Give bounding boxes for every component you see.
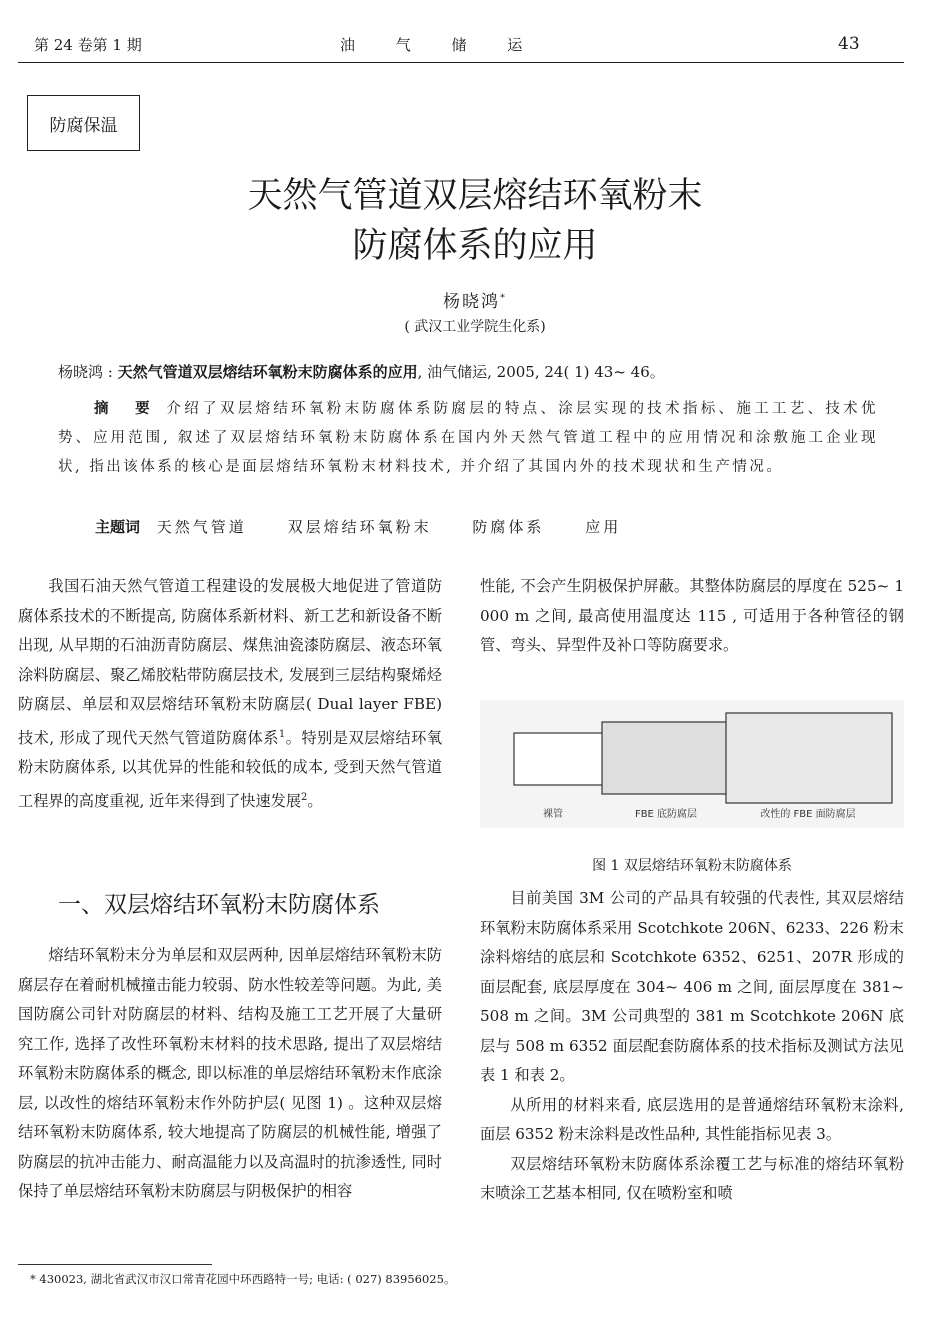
keyword-item: 天然气管道 <box>156 518 247 536</box>
body-paragraph: 从所用的材料来看, 底层选用的是普通熔结环氧粉末涂料, 面层 6352 粉末涂料是改性品种, 其性能指标见表 3。 <box>480 1095 904 1143</box>
keywords <box>95 516 657 537</box>
abstract-text: 介绍了双层熔结环氧粉末防腐体系防腐层的特点、涂层实现的技术指标、施工工艺、技术优势、应用范围, 叙述了双层熔结环氧粉末防腐体系在国内外天然气管道工程中的应用情况和涂敷施工企业现状, 指出该体系的核心是面层熔结环氧粉末材料技术, 并介绍了其国内外的技术现状和生产情况。 <box>58 401 878 475</box>
keyword-item: 应用 <box>585 518 622 536</box>
citation-line <box>58 361 665 382</box>
reference-mark: 2 <box>301 791 308 803</box>
author-name: 杨晓鸿 <box>443 292 500 312</box>
bare-pipe-shape <box>514 733 608 785</box>
coating-layers-diagram <box>480 700 904 828</box>
body-paragraph: 双层熔结环氧粉末防腐体系涂覆工艺与标准的熔结环氧粉末喷涂工艺基本相同, 仅在喷粉室和喷 <box>480 1154 904 1202</box>
affiliation: ( 武汉工业学院生化系) <box>404 319 546 335</box>
left-column-body <box>18 941 442 1207</box>
header-rule <box>18 62 904 63</box>
section-heading: 一、双层熔结环氧粉末防腐体系 <box>58 892 380 918</box>
author <box>0 287 950 312</box>
footnote: * 430023, 湖北省武汉市汉口常青花园中环西路特一号; 电话: ( 027) 83956025。 <box>30 1272 456 1286</box>
right-column-body <box>480 884 904 1209</box>
top-layer-shape <box>726 713 892 803</box>
running-header-issue: 第 24 卷第 1 期 <box>34 36 142 54</box>
abstract <box>58 395 878 482</box>
figure-caption: 图 1 双层熔结环氧粉末防腐体系 <box>592 858 792 874</box>
abstract-label: 摘 要 <box>94 401 161 417</box>
citation-author: 杨晓鸿 : <box>58 363 118 381</box>
body-paragraph <box>18 572 442 816</box>
keyword-item: 双层熔结环氧粉末 <box>287 518 432 536</box>
author-footnote-mark: * <box>500 292 507 304</box>
keywords-label: 主题词 <box>95 518 141 536</box>
page-number: 43 <box>838 34 860 54</box>
label-top-layer: 改性的 FBE 面防腐层 <box>760 809 856 820</box>
body-text: 。特别是双层熔结环氧粉末防腐体系, 以其优异的性能和较低的成本, 受到天然气管道工程界的高度重视, 近年来得到了快速发展 <box>18 728 443 810</box>
body-paragraph: 性能, 不会产生阴极保护屏蔽。其整体防腐层的厚度在 525~ 1 000 m 之间, 最高使用温度达 115 , 可适用于各种管径的钢管、弯头、异型件及补口等防腐要求。 <box>480 577 904 654</box>
citation-source: , 油气储运, 2005, 24( 1) 43~ 46。 <box>417 363 665 381</box>
body-paragraph: 熔结环氧粉末分为单层和双层两种, 因单层熔结环氧粉末防腐层存在着耐机械撞击能力较弱、防水性较差等问题。为此, 美国防腐公司针对防腐层的材料、结构及施工工艺开展了大量研究工作, 选择了改性环氧粉末材料的技术思路, 提出了双层熔结环氧粉末防腐体系的概念, 即以标准的单层熔结环氧粉末作底涂层, 以改性的熔结环氧粉末作外防护层( 见图 1) 。这种双层熔结环氧粉末防腐体系, 较大地提高了防腐层的机械性能, 增强了防腐层的抗冲击能力、耐高温能力以及高温时的抗渗透性, 同时保持了单层熔结环氧粉末防腐层与阴极保护的相容 <box>18 946 442 1200</box>
keyword-item: 防腐体系 <box>472 518 545 536</box>
base-layer-shape <box>602 722 730 794</box>
citation-title: 天然气管道双层熔结环氧粉末防腐体系的应用 <box>117 363 418 381</box>
section-tag: 防腐保温 <box>27 95 140 151</box>
footnote-rule <box>18 1264 212 1265</box>
left-column-intro <box>18 572 442 816</box>
figure-1 <box>480 700 904 828</box>
label-base-layer: FBE 底防腐层 <box>634 809 698 820</box>
body-paragraph: 目前美国 3M 公司的产品具有较强的代表性, 其双层熔结环氧粉末防腐体系采用 Scotchkote 206N、6233、226 粉末涂料熔结的底层和 Scotchkote 6352、6251、207R 形成的面层配套, 底层厚度在 304~ 406 m 之间, 面层厚度在 381~ 508 m 之间。3M 公司典型的 381 m Scotchkote 206N 底层与 508 m 6352 面层配套防腐体系的技术指标及测试方法见表 1 和表 2。 <box>480 889 904 1084</box>
reference-mark: 1 <box>278 728 286 740</box>
body-text: 我国石油天然气管道工程建设的发展极大地促进了管道防腐体系技术的不断提高, 防腐体系新材料、新工艺和新设备不断出现, 从早期的石油沥青防腐层、煤焦油瓷漆防腐层、液态环氧涂料防腐层、聚乙烯胶粘带防腐层技术, 发展到三层结构聚烯烃防腐层、单层和双层熔结环氧粉末防腐层( Dual layer FBE) 技术, 形成了现代天然气管道防腐体系 <box>18 577 442 747</box>
label-bare-pipe: 裸管 <box>543 809 563 820</box>
article-title-line2: 防腐体系的应用 <box>352 226 598 266</box>
running-header-journal: 油 气 储 运 <box>340 36 541 54</box>
body-text: 。 <box>307 791 323 810</box>
article-title-line1: 天然气管道双层熔结环氧粉末 <box>247 176 703 216</box>
right-column-top <box>480 572 904 661</box>
